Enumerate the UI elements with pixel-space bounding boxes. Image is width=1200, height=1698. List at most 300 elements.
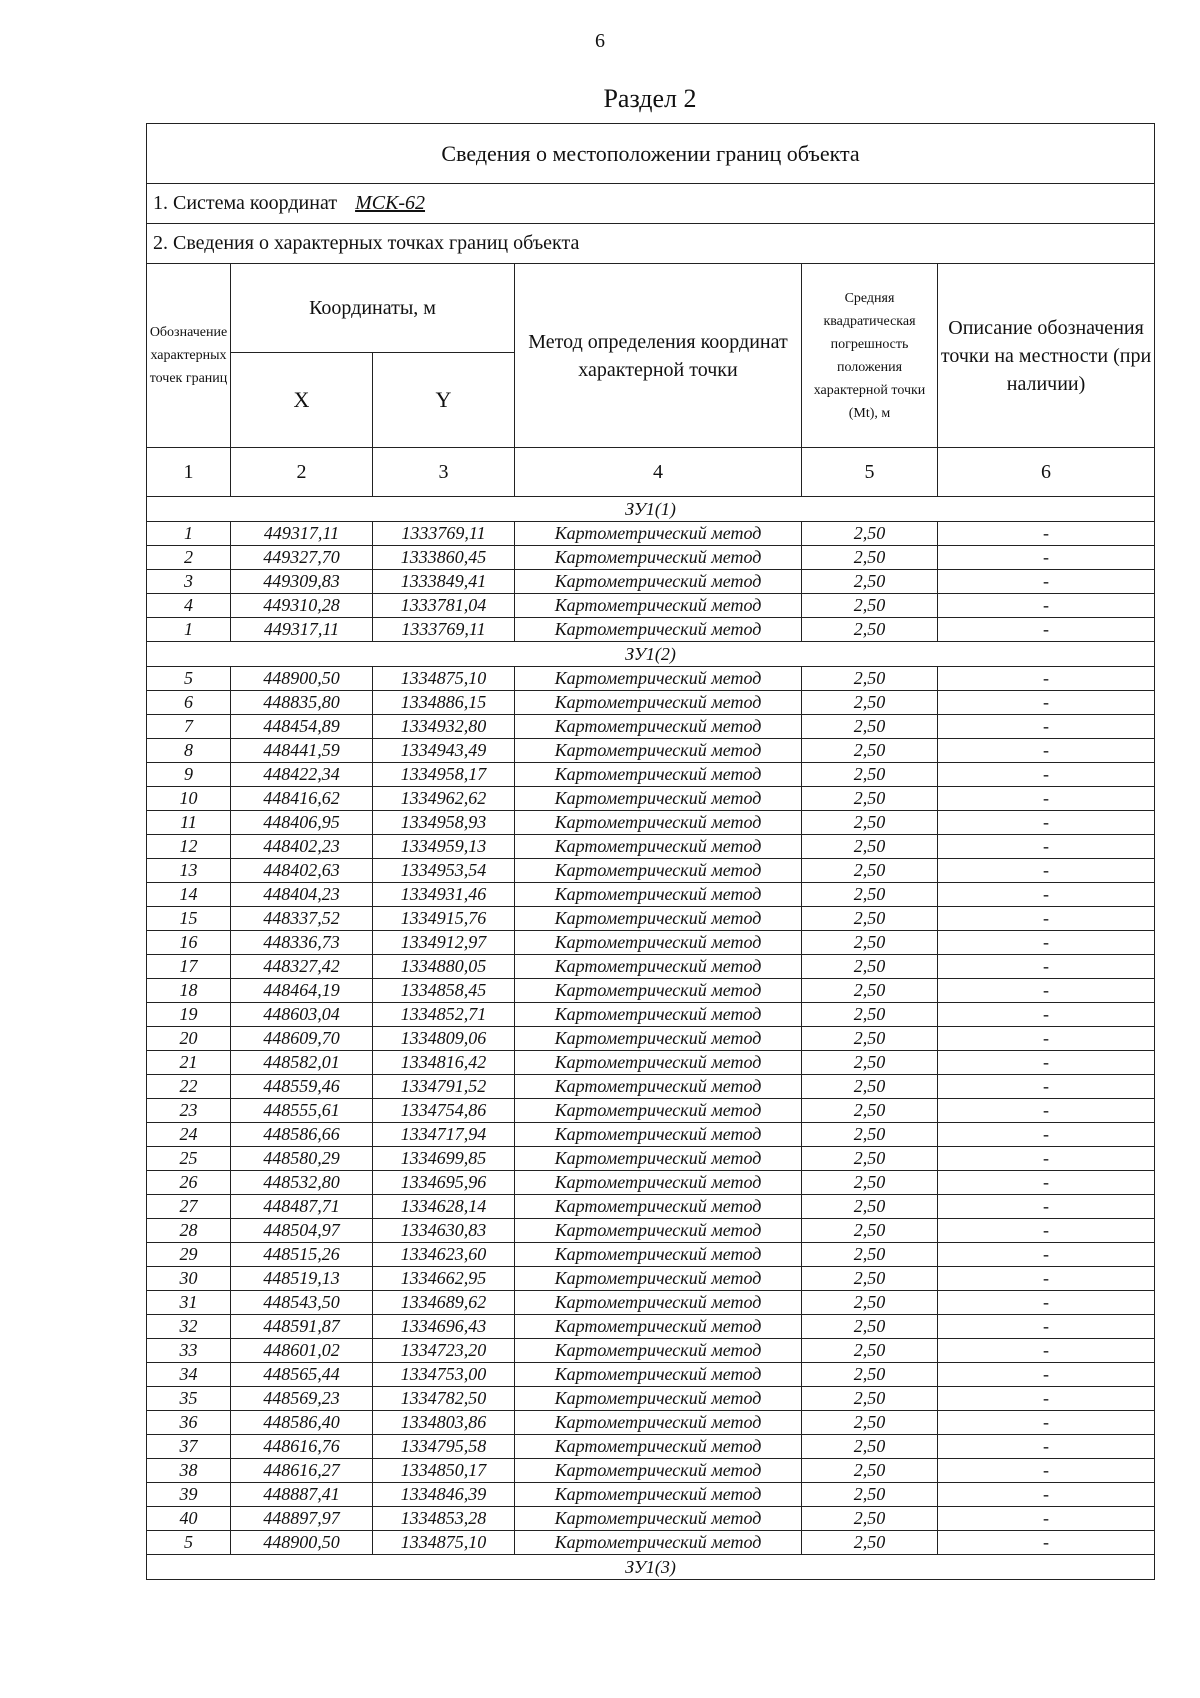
y-coordinate-cell: 1334791,52 (373, 1075, 515, 1099)
table-title: Сведения о местоположении границ объекта (147, 124, 1155, 184)
y-coordinate-cell: 1334809,06 (373, 1027, 515, 1051)
table-row (147, 739, 1155, 763)
x-coordinate-cell: 448586,40 (231, 1411, 373, 1435)
table-row (147, 1051, 1155, 1075)
y-coordinate-cell: 1334816,42 (373, 1051, 515, 1075)
description-cell: - (938, 739, 1155, 763)
description-cell: - (938, 715, 1155, 739)
table-row (147, 594, 1155, 618)
mean-error-cell: 2,50 (802, 1411, 938, 1435)
coord-system-label: 1. Система координат (153, 192, 338, 214)
header-point-designation: Обозначение характерных точек границ (147, 264, 231, 448)
description-cell: - (938, 811, 1155, 835)
y-coordinate-cell: 1334958,17 (373, 763, 515, 787)
table-row (147, 546, 1155, 570)
description-cell: - (938, 907, 1155, 931)
description-cell: - (938, 691, 1155, 715)
point-id-cell: 32 (147, 1315, 231, 1339)
group-header-row (147, 642, 1155, 667)
x-coordinate-cell: 449317,11 (231, 618, 373, 642)
y-coordinate-cell: 1334875,10 (373, 667, 515, 691)
header-coordinates: Координаты, м (231, 264, 515, 353)
y-coordinate-cell: 1334880,05 (373, 955, 515, 979)
method-cell: Картометрический метод (515, 1051, 802, 1075)
description-cell: - (938, 1099, 1155, 1123)
y-coordinate-cell: 1334846,39 (373, 1483, 515, 1507)
mean-error-cell: 2,50 (802, 835, 938, 859)
mean-error-cell: 2,50 (802, 546, 938, 570)
description-cell: - (938, 955, 1155, 979)
point-id-cell: 5 (147, 667, 231, 691)
description-cell: - (938, 1507, 1155, 1531)
y-coordinate-cell: 1334959,13 (373, 835, 515, 859)
point-id-cell: 5 (147, 1531, 231, 1555)
description-cell: - (938, 1315, 1155, 1339)
group-header-row (147, 497, 1155, 522)
x-coordinate-cell: 448559,46 (231, 1075, 373, 1099)
x-coordinate-cell: 449309,83 (231, 570, 373, 594)
mean-error-cell: 2,50 (802, 1291, 938, 1315)
y-coordinate-cell: 1334723,20 (373, 1339, 515, 1363)
y-coordinate-cell: 1333781,04 (373, 594, 515, 618)
point-id-cell: 1 (147, 618, 231, 642)
x-coordinate-cell: 448336,73 (231, 931, 373, 955)
table-row (147, 1531, 1155, 1555)
mean-error-cell: 2,50 (802, 1171, 938, 1195)
table-row (147, 1243, 1155, 1267)
mean-error-cell: 2,50 (802, 1267, 938, 1291)
mean-error-cell: 2,50 (802, 691, 938, 715)
description-cell: - (938, 1075, 1155, 1099)
mean-error-cell: 2,50 (802, 979, 938, 1003)
y-coordinate-cell: 1334931,46 (373, 883, 515, 907)
description-cell: - (938, 1387, 1155, 1411)
y-coordinate-cell: 1333860,45 (373, 546, 515, 570)
description-cell: - (938, 1123, 1155, 1147)
x-coordinate-cell: 448402,23 (231, 835, 373, 859)
method-cell: Картометрический метод (515, 1483, 802, 1507)
method-cell: Картометрический метод (515, 667, 802, 691)
mean-error-cell: 2,50 (802, 763, 938, 787)
table-row (147, 1003, 1155, 1027)
description-cell: - (938, 1291, 1155, 1315)
mean-error-cell: 2,50 (802, 811, 938, 835)
x-coordinate-cell: 448565,44 (231, 1363, 373, 1387)
x-coordinate-cell: 448591,87 (231, 1315, 373, 1339)
mean-error-cell: 2,50 (802, 1507, 938, 1531)
y-coordinate-cell: 1334662,95 (373, 1267, 515, 1291)
header-mean-error: Средняя квадратическая погрешность положения характерной точки (Mt), м (802, 264, 938, 448)
point-id-cell: 26 (147, 1171, 231, 1195)
description-cell: - (938, 1483, 1155, 1507)
y-coordinate-cell: 1334886,15 (373, 691, 515, 715)
mean-error-cell: 2,50 (802, 1483, 938, 1507)
table-row (147, 1219, 1155, 1243)
point-id-cell: 34 (147, 1363, 231, 1387)
mean-error-cell: 2,50 (802, 1339, 938, 1363)
table-row (147, 1459, 1155, 1483)
x-coordinate-cell: 448402,63 (231, 859, 373, 883)
point-id-cell: 31 (147, 1291, 231, 1315)
y-coordinate-cell: 1334875,10 (373, 1531, 515, 1555)
x-coordinate-cell: 448404,23 (231, 883, 373, 907)
mean-error-cell: 2,50 (802, 522, 938, 546)
description-cell: - (938, 835, 1155, 859)
page-number: 6 (595, 30, 605, 52)
description-cell: - (938, 1243, 1155, 1267)
x-coordinate-cell: 449317,11 (231, 522, 373, 546)
description-cell: - (938, 1459, 1155, 1483)
table-row (147, 1339, 1155, 1363)
table-row (147, 618, 1155, 642)
points-heading: 2. Сведения о характерных точках границ объекта (147, 224, 1155, 264)
table-row (147, 1291, 1155, 1315)
description-cell: - (938, 1003, 1155, 1027)
table-row (147, 763, 1155, 787)
mean-error-cell: 2,50 (802, 1147, 938, 1171)
x-coordinate-cell: 448900,50 (231, 667, 373, 691)
y-coordinate-cell: 1334852,71 (373, 1003, 515, 1027)
y-coordinate-cell: 1334858,45 (373, 979, 515, 1003)
method-cell: Картометрический метод (515, 955, 802, 979)
table-row (147, 691, 1155, 715)
description-cell: - (938, 1531, 1155, 1555)
point-id-cell: 10 (147, 787, 231, 811)
y-coordinate-cell: 1334695,96 (373, 1171, 515, 1195)
method-cell: Картометрический метод (515, 1003, 802, 1027)
y-coordinate-cell: 1333769,11 (373, 618, 515, 642)
mean-error-cell: 2,50 (802, 1027, 938, 1051)
description-cell: - (938, 787, 1155, 811)
point-id-cell: 20 (147, 1027, 231, 1051)
table-row (147, 1075, 1155, 1099)
mean-error-cell: 2,50 (802, 1195, 938, 1219)
x-coordinate-cell: 449327,70 (231, 546, 373, 570)
mean-error-cell: 2,50 (802, 715, 938, 739)
description-cell: - (938, 1171, 1155, 1195)
mean-error-cell: 2,50 (802, 1531, 938, 1555)
method-cell: Картометрический метод (515, 1027, 802, 1051)
y-coordinate-cell: 1334696,43 (373, 1315, 515, 1339)
x-coordinate-cell: 448515,26 (231, 1243, 373, 1267)
mean-error-cell: 2,50 (802, 1363, 938, 1387)
table-row (147, 1507, 1155, 1531)
x-coordinate-cell: 448422,34 (231, 763, 373, 787)
table-row (147, 1387, 1155, 1411)
method-cell: Картометрический метод (515, 594, 802, 618)
table-row (147, 811, 1155, 835)
point-id-cell: 17 (147, 955, 231, 979)
method-cell: Картометрический метод (515, 907, 802, 931)
mean-error-cell: 2,50 (802, 1003, 938, 1027)
mean-error-cell: 2,50 (802, 594, 938, 618)
point-id-cell: 21 (147, 1051, 231, 1075)
table-row (147, 570, 1155, 594)
x-coordinate-cell: 448887,41 (231, 1483, 373, 1507)
table-row (147, 1195, 1155, 1219)
header-description: Описание обозначения точки на местности (при наличии) (938, 264, 1155, 448)
description-cell: - (938, 1435, 1155, 1459)
table-row (147, 883, 1155, 907)
description-cell: - (938, 522, 1155, 546)
mean-error-cell: 2,50 (802, 739, 938, 763)
table-row (147, 1363, 1155, 1387)
description-cell: - (938, 1219, 1155, 1243)
point-id-cell: 2 (147, 546, 231, 570)
method-cell: Картометрический метод (515, 1147, 802, 1171)
description-cell: - (938, 859, 1155, 883)
table-row (147, 907, 1155, 931)
point-id-cell: 40 (147, 1507, 231, 1531)
y-coordinate-cell: 1334753,00 (373, 1363, 515, 1387)
description-cell: - (938, 979, 1155, 1003)
table-row (147, 522, 1155, 546)
method-cell: Картометрический метод (515, 1339, 802, 1363)
x-coordinate-cell: 448487,71 (231, 1195, 373, 1219)
y-coordinate-cell: 1334717,94 (373, 1123, 515, 1147)
point-id-cell: 28 (147, 1219, 231, 1243)
y-coordinate-cell: 1334699,85 (373, 1147, 515, 1171)
method-cell: Картометрический метод (515, 691, 802, 715)
point-id-cell: 14 (147, 883, 231, 907)
mean-error-cell: 2,50 (802, 1219, 938, 1243)
method-cell: Картометрический метод (515, 1507, 802, 1531)
method-cell: Картометрический метод (515, 1123, 802, 1147)
x-coordinate-cell: 448543,50 (231, 1291, 373, 1315)
x-coordinate-cell: 448835,80 (231, 691, 373, 715)
table-row (147, 1315, 1155, 1339)
mean-error-cell: 2,50 (802, 1099, 938, 1123)
x-coordinate-cell: 448586,66 (231, 1123, 373, 1147)
method-cell: Картометрический метод (515, 1219, 802, 1243)
method-cell: Картометрический метод (515, 1315, 802, 1339)
method-cell: Картометрический метод (515, 522, 802, 546)
point-id-cell: 7 (147, 715, 231, 739)
mean-error-cell: 2,50 (802, 1387, 938, 1411)
method-cell: Картометрический метод (515, 1459, 802, 1483)
table-row (147, 955, 1155, 979)
description-cell: - (938, 1195, 1155, 1219)
method-cell: Картометрический метод (515, 1435, 802, 1459)
description-cell: - (938, 1051, 1155, 1075)
method-cell: Картометрический метод (515, 883, 802, 907)
point-id-cell: 4 (147, 594, 231, 618)
method-cell: Картометрический метод (515, 1243, 802, 1267)
mean-error-cell: 2,50 (802, 907, 938, 931)
mean-error-cell: 2,50 (802, 883, 938, 907)
description-cell: - (938, 667, 1155, 691)
mean-error-cell: 2,50 (802, 667, 938, 691)
header-x: X (231, 353, 373, 448)
table-row (147, 787, 1155, 811)
x-coordinate-cell: 448900,50 (231, 1531, 373, 1555)
x-coordinate-cell: 448504,97 (231, 1219, 373, 1243)
x-coordinate-cell: 448464,19 (231, 979, 373, 1003)
method-cell: Картометрический метод (515, 1531, 802, 1555)
header-y: Y (373, 353, 515, 448)
table-row (147, 1027, 1155, 1051)
x-coordinate-cell: 448454,89 (231, 715, 373, 739)
mean-error-cell: 2,50 (802, 787, 938, 811)
y-coordinate-cell: 1334630,83 (373, 1219, 515, 1243)
point-id-cell: 6 (147, 691, 231, 715)
table-row (147, 667, 1155, 691)
y-coordinate-cell: 1333769,11 (373, 522, 515, 546)
table-row (147, 1267, 1155, 1291)
y-coordinate-cell: 1334853,28 (373, 1507, 515, 1531)
mean-error-cell: 2,50 (802, 1315, 938, 1339)
mean-error-cell: 2,50 (802, 1459, 938, 1483)
description-cell: - (938, 1411, 1155, 1435)
method-cell: Картометрический метод (515, 787, 802, 811)
point-id-cell: 8 (147, 739, 231, 763)
y-coordinate-cell: 1334795,58 (373, 1435, 515, 1459)
method-cell: Картометрический метод (515, 1075, 802, 1099)
mean-error-cell: 2,50 (802, 570, 938, 594)
y-coordinate-cell: 1334932,80 (373, 715, 515, 739)
group-header-row (147, 1555, 1155, 1580)
header-number-1: 1 (147, 448, 231, 497)
method-cell: Картометрический метод (515, 1291, 802, 1315)
description-cell: - (938, 883, 1155, 907)
point-id-cell: 15 (147, 907, 231, 931)
mean-error-cell: 2,50 (802, 618, 938, 642)
table-row (147, 1123, 1155, 1147)
x-coordinate-cell: 448897,97 (231, 1507, 373, 1531)
x-coordinate-cell: 448582,01 (231, 1051, 373, 1075)
header-method: Метод определения координат характерной точки (515, 264, 802, 448)
y-coordinate-cell: 1334953,54 (373, 859, 515, 883)
table-row (147, 1411, 1155, 1435)
method-cell: Картометрический метод (515, 1387, 802, 1411)
x-coordinate-cell: 448603,04 (231, 1003, 373, 1027)
y-coordinate-cell: 1334912,97 (373, 931, 515, 955)
y-coordinate-cell: 1334958,93 (373, 811, 515, 835)
method-cell: Картометрический метод (515, 715, 802, 739)
x-coordinate-cell: 449310,28 (231, 594, 373, 618)
x-coordinate-cell: 448580,29 (231, 1147, 373, 1171)
y-coordinate-cell: 1334962,62 (373, 787, 515, 811)
point-id-cell: 27 (147, 1195, 231, 1219)
description-cell: - (938, 1363, 1155, 1387)
header-number-5: 5 (802, 448, 938, 497)
point-id-cell: 37 (147, 1435, 231, 1459)
description-cell: - (938, 594, 1155, 618)
group-label: ЗУ1(2) (147, 642, 1155, 667)
description-cell: - (938, 570, 1155, 594)
boundary-points-table (146, 123, 1155, 1580)
y-coordinate-cell: 1334850,17 (373, 1459, 515, 1483)
table-row (147, 1171, 1155, 1195)
method-cell: Картометрический метод (515, 763, 802, 787)
table-row (147, 1099, 1155, 1123)
point-id-cell: 13 (147, 859, 231, 883)
point-id-cell: 24 (147, 1123, 231, 1147)
method-cell: Картометрический метод (515, 739, 802, 763)
point-id-cell: 16 (147, 931, 231, 955)
method-cell: Картометрический метод (515, 835, 802, 859)
method-cell: Картометрический метод (515, 570, 802, 594)
x-coordinate-cell: 448416,62 (231, 787, 373, 811)
method-cell: Картометрический метод (515, 931, 802, 955)
y-coordinate-cell: 1334915,76 (373, 907, 515, 931)
mean-error-cell: 2,50 (802, 1435, 938, 1459)
description-cell: - (938, 618, 1155, 642)
table-row (147, 715, 1155, 739)
point-id-cell: 29 (147, 1243, 231, 1267)
description-cell: - (938, 1027, 1155, 1051)
method-cell: Картометрический метод (515, 979, 802, 1003)
point-id-cell: 1 (147, 522, 231, 546)
point-id-cell: 9 (147, 763, 231, 787)
table-row (147, 1483, 1155, 1507)
mean-error-cell: 2,50 (802, 1075, 938, 1099)
table-row (147, 1435, 1155, 1459)
description-cell: - (938, 931, 1155, 955)
section-title: Раздел 2 (603, 84, 697, 113)
mean-error-cell: 2,50 (802, 955, 938, 979)
method-cell: Картометрический метод (515, 859, 802, 883)
x-coordinate-cell: 448441,59 (231, 739, 373, 763)
mean-error-cell: 2,50 (802, 1051, 938, 1075)
method-cell: Картометрический метод (515, 811, 802, 835)
x-coordinate-cell: 448337,52 (231, 907, 373, 931)
method-cell: Картометрический метод (515, 1363, 802, 1387)
x-coordinate-cell: 448532,80 (231, 1171, 373, 1195)
y-coordinate-cell: 1334689,62 (373, 1291, 515, 1315)
point-id-cell: 12 (147, 835, 231, 859)
coord-system-value: МСК-62 (355, 192, 426, 214)
mean-error-cell: 2,50 (802, 1123, 938, 1147)
point-id-cell: 39 (147, 1483, 231, 1507)
mean-error-cell: 2,50 (802, 931, 938, 955)
group-label: ЗУ1(1) (147, 497, 1155, 522)
point-id-cell: 11 (147, 811, 231, 835)
header-number-6: 6 (938, 448, 1155, 497)
mean-error-cell: 2,50 (802, 1243, 938, 1267)
group-label: ЗУ1(3) (147, 1555, 1155, 1580)
y-coordinate-cell: 1334782,50 (373, 1387, 515, 1411)
point-id-cell: 38 (147, 1459, 231, 1483)
x-coordinate-cell: 448601,02 (231, 1339, 373, 1363)
table-row (147, 931, 1155, 955)
description-cell: - (938, 1267, 1155, 1291)
point-id-cell: 30 (147, 1267, 231, 1291)
method-cell: Картометрический метод (515, 1411, 802, 1435)
method-cell: Картометрический метод (515, 1195, 802, 1219)
point-id-cell: 19 (147, 1003, 231, 1027)
point-id-cell: 22 (147, 1075, 231, 1099)
method-cell: Картометрический метод (515, 1267, 802, 1291)
table-row (147, 979, 1155, 1003)
point-id-cell: 35 (147, 1387, 231, 1411)
y-coordinate-cell: 1334623,60 (373, 1243, 515, 1267)
method-cell: Картометрический метод (515, 1099, 802, 1123)
point-id-cell: 33 (147, 1339, 231, 1363)
point-id-cell: 23 (147, 1099, 231, 1123)
x-coordinate-cell: 448327,42 (231, 955, 373, 979)
table-row (147, 1147, 1155, 1171)
point-id-cell: 18 (147, 979, 231, 1003)
y-coordinate-cell: 1334943,49 (373, 739, 515, 763)
header-number-4: 4 (515, 448, 802, 497)
y-coordinate-cell: 1333849,41 (373, 570, 515, 594)
table-row (147, 859, 1155, 883)
mean-error-cell: 2,50 (802, 859, 938, 883)
x-coordinate-cell: 448406,95 (231, 811, 373, 835)
y-coordinate-cell: 1334628,14 (373, 1195, 515, 1219)
description-cell: - (938, 546, 1155, 570)
